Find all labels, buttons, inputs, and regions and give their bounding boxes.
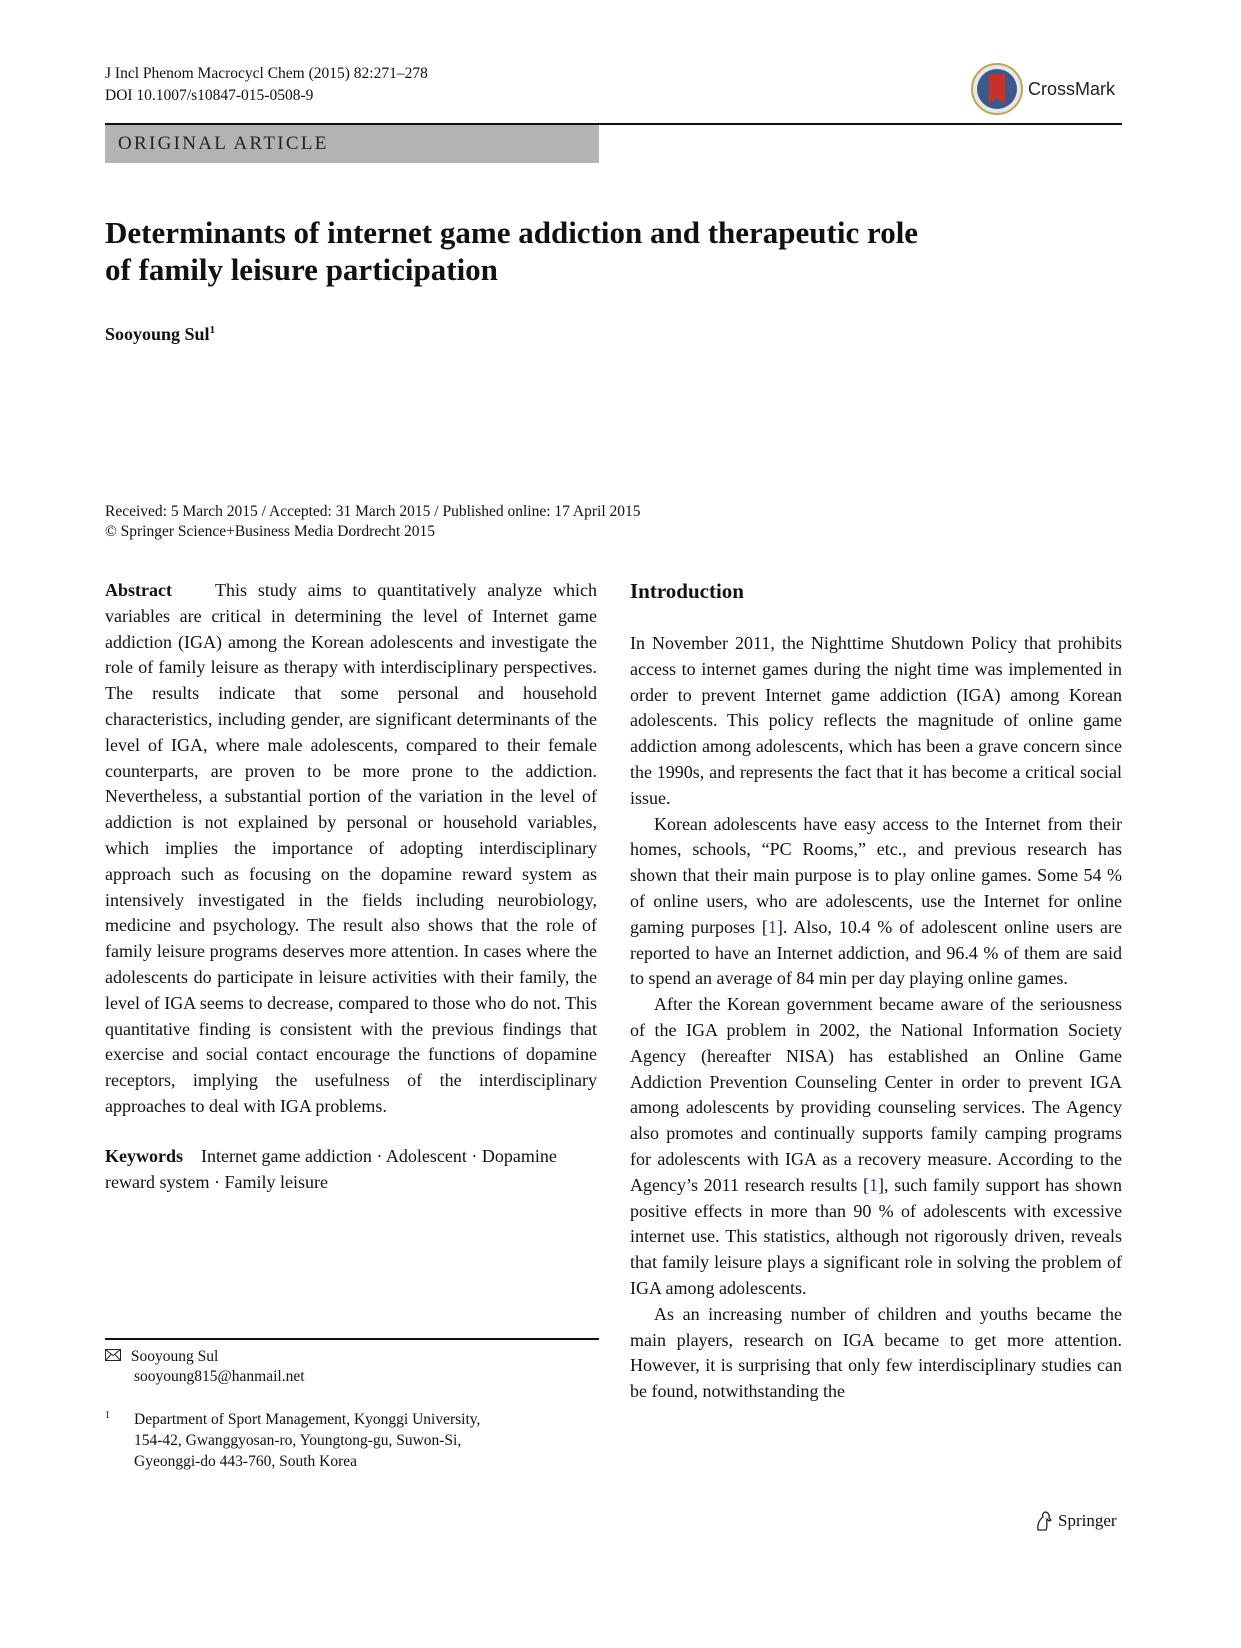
citation-link[interactable]: 1: [869, 1174, 879, 1195]
abstract-label: Abstract: [105, 580, 172, 600]
abstract-paragraph: [105, 578, 597, 1120]
keywords-label: Keywords: [105, 1145, 183, 1166]
crossmark-label: CrossMark: [1028, 78, 1116, 99]
affil-line-2: 154-42, Gwanggyosan-ro, Youngtong-gu, Suwon-Si,: [134, 1432, 462, 1449]
citation-link[interactable]: 1: [767, 916, 777, 937]
keywords-text: Internet game addiction · Adolescent · Dopamine reward system · Family leisure: [105, 1145, 557, 1192]
journal-citation: J Incl Phenom Macrocycl Chem (2015) 82:271–278: [105, 65, 428, 82]
affiliation: [105, 1409, 605, 1472]
doi: DOI 10.1007/s10847-015-0508-9: [105, 87, 314, 104]
crossmark-icon: [970, 62, 1024, 116]
abstract-text: This study aims to quantitatively analyze which variables are critical in determining the level of Internet game addiction (IGA) among the Korean adolescents and investigate the role of family leisure as therapy with interdisciplinary perspectives. The results indicate that some personal and household characteristics, including gender, are significant determinants of the level of IGA, where male adolescents, compared to their female counterparts, are proven to be more prone to the addiction. Nevertheless, a substantial portion of the variation in the level of addiction is not explained by personal or household variables, which implies the importance of adopting interdisciplinary approach such as focusing on the dopamine reward system as intensively investigated in the fields including neurobiology, medicine and psychology. The result also shows that the role of family leisure programs deserves more attention. In cases where the adolescents do participate in leisure activities with their family, the level of IGA seems to decrease, compared to those who do not. This quantitative finding is consistent with the previous findings that exercise and social contact encourage the functions of dopamine receptors, implying the usefulness of the interdisciplinary approaches to deal with IGA problems.: [105, 580, 597, 1116]
intro-p3-text-a: After the Korean government became aware of the seriousness of the IGA problem in 2002, the National Information Society Agency (hereafter NISA) has established an Online Game Addiction Prevention Counseling Center in order to prevent IGA among adolescents by providing counseling services. The Agency also promotes and continually supports family camping programs for adolescents with IGA as a recovery measure. According to the Agency’s 2011 research results [: [630, 994, 1122, 1195]
left-column: [105, 578, 597, 1195]
crossmark-badge[interactable]: [970, 60, 1122, 118]
author-text: Sooyoung Sul: [105, 324, 210, 344]
author-affil-mark: 1: [209, 324, 216, 336]
intro-p2-text-a: Korean adolescents have easy access to the Internet from their homes, schools, “PC Rooms,” etc., and previous research has shown that their main purpose is to play online games. Some 54 % of online users, who are adolescents, use the Internet for online gaming purposes [: [630, 813, 1122, 937]
intro-p3-text-b: ], such family support has shown positive effects in more than 90 % of adolescents with excessive internet use. This statistics, although not rigorously driven, reveals that family leisure plays a significant role in solving the problem of IGA among adolescents.: [630, 1174, 1122, 1298]
intro-paragraph-2: [630, 812, 1122, 993]
affil-mark: 1: [105, 1410, 110, 1421]
affil-line-3: Gyeonggi-do 443-760, South Korea: [134, 1453, 357, 1470]
title-line-2: of family leisure participation: [105, 252, 498, 287]
corr-email[interactable]: sooyoung815@hanmail.net: [134, 1368, 305, 1385]
affil-line-1: Department of Sport Management, Kyonggi University,: [134, 1411, 481, 1428]
article-type-banner: ORIGINAL ARTICLE: [105, 125, 599, 163]
keywords-paragraph: [105, 1144, 597, 1196]
envelope-icon: [105, 1347, 127, 1367]
author-name: [105, 324, 215, 345]
intro-paragraph-4: As an increasing number of children and youths became the main players, research on IGA became to get more attention. However, it is surprising that only few interdisciplinary studies can be found, notwithstanding the: [630, 1303, 1122, 1402]
publisher-logo: [1034, 1510, 1117, 1532]
publication-dates: [105, 502, 641, 542]
copyright-line: © Springer Science+Business Media Dordrecht 2015: [105, 523, 436, 540]
intro-paragraph-3: [630, 992, 1122, 1302]
article-title: [105, 214, 1065, 288]
intro-p2-text-b: ]. Also, 10.4 % of adolescent online users are reported to have an Internet addiction, and 96.4 % of them are said to spend an average of 84 min per day playing online games.: [630, 916, 1122, 989]
footnote-rule: [105, 1338, 599, 1340]
title-line-1: Determinants of internet game addiction and therapeutic role: [105, 215, 919, 250]
springer-horse-icon: [1034, 1510, 1054, 1532]
publisher-name: Springer: [1058, 1511, 1117, 1530]
introduction-heading: Introduction: [630, 579, 744, 603]
dates-line: Received: 5 March 2015 / Accepted: 31 March 2015 / Published online: 17 April 2015: [105, 503, 641, 520]
right-column: [630, 578, 1122, 1405]
corr-name: Sooyoung Sul: [130, 1348, 219, 1365]
correspondence: [105, 1347, 305, 1387]
intro-paragraph-1: In November 2011, the Nighttime Shutdown Policy that prohibits access to internet games during the night time was implemented in order to prevent Internet game addiction (IGA) among Korean adolescents. This policy reflects the magnitude of online game addiction among adolescents, which has been a grave concern since the 1990s, and represents the fact that it has become a critical social issue.: [630, 633, 1122, 808]
